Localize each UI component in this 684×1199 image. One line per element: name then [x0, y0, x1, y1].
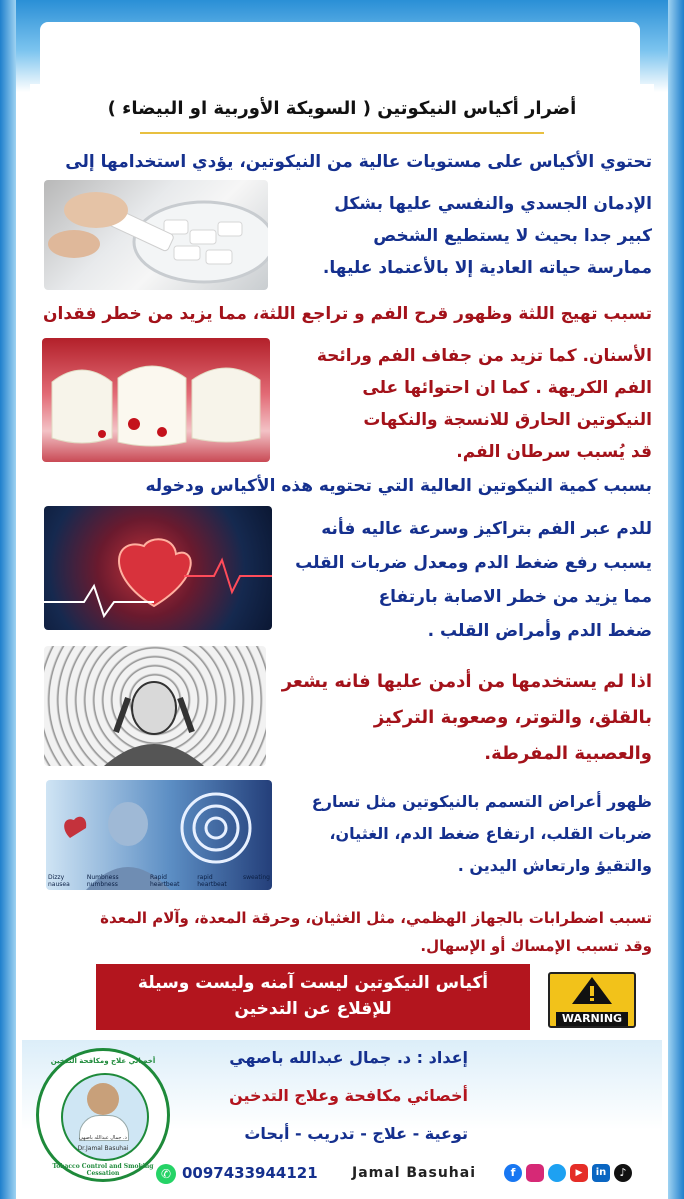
brand-name: Jamal Basuhai	[352, 1165, 476, 1181]
frame-left	[0, 0, 16, 1199]
stressed-person-illustration	[44, 646, 266, 766]
frame-top	[0, 0, 684, 92]
text-line: للدم عبر الفم بتراكيز وسرعة عاليه فأنه	[321, 519, 652, 539]
text-line: ضغط الدم وأمراض القلب .	[427, 621, 652, 641]
text-line: ظهور أعراض التسمم بالنيكوتين مثل تسارع	[311, 792, 652, 811]
section-4-text	[282, 664, 652, 772]
text-line: الإدمان الجسدي والنفسي عليها بشكل	[334, 194, 652, 214]
text-line: الفم الكريهة . كما ان احتوائها على	[362, 378, 652, 398]
pouches-illustration	[44, 180, 268, 290]
text-line: ضربات القلب، ارتفاع ضغط الدم، الغثيان،	[329, 824, 652, 843]
text-line: تسبب اضطرابات بالجهاز الهظمي، مثل الغثيان، وحرقة المعدة، وآلام المعدة	[100, 909, 652, 927]
footer	[22, 1040, 662, 1190]
text-line: وقد تسبب الإمساك أو الإسهال.	[420, 937, 652, 955]
section-1-text	[323, 188, 652, 284]
text-line: قد يُسبب سرطان الفم.	[456, 442, 652, 462]
symptom-label: sweating	[242, 874, 270, 881]
warning-line-2: للإقلاع عن التدخين	[234, 999, 392, 1019]
heart-illustration	[44, 506, 272, 630]
alert-triangle-icon	[550, 974, 634, 1008]
title-underline	[140, 132, 544, 134]
text-line: والتقيؤ وارتعاش اليدين .	[457, 856, 652, 875]
logo-arabic-text: أخصائي علاج ومكافحة التدخين	[50, 1057, 156, 1065]
text-line: النيكوتين الحارق للانسجة والنكهات	[363, 410, 652, 430]
text-line: يسبب رفع ضغط الدم ومعدل ضربات القلب	[295, 553, 652, 573]
text-line: بسبب كمية النيكوتين العالية التي تحتويه هذه الأكياس ودخوله	[145, 476, 652, 496]
nicotine-poisoning-image	[46, 780, 272, 890]
services-list: توعية - علاج - تدريب - أبحاث	[244, 1124, 468, 1143]
logo-name-en: Dr.Jamal Basuhai	[77, 1145, 129, 1152]
section-6-text	[100, 904, 652, 960]
phone-number[interactable]: 0097433944121	[182, 1164, 318, 1182]
warning-line-1: أكياس النيكوتين ليست آمنه وليست وسيلة	[137, 973, 489, 993]
tiktok-icon[interactable]: ♪	[614, 1164, 632, 1182]
nicotine-pouches-image	[44, 180, 268, 290]
text-line: الأسنان. كما تزيد من جفاف الفم ورائحة	[316, 346, 652, 366]
frame-right	[668, 0, 684, 1199]
symptom-label: Numbness numbness	[86, 874, 119, 888]
text-line: تحتوي الأكياس على مستويات عالية من النيكوتين، يؤدي استخدامها إلى	[65, 152, 652, 172]
specialist-logo	[36, 1048, 170, 1182]
text-line: مما يزيد من خطر الاصابة بارتفاع	[378, 587, 652, 607]
text-line: كبير جدا بحيث لا يستطيع الشخص	[373, 226, 652, 246]
symptom-label: Dizzy nausea	[48, 874, 70, 888]
text-line: ممارسة حياته العادية إلا بالأعتماد عليها.	[322, 258, 652, 278]
heart-image	[44, 506, 272, 630]
symptom-labels	[48, 874, 270, 888]
instagram-icon[interactable]	[526, 1164, 544, 1182]
symptom-label: rapid heartbeat	[197, 874, 227, 888]
section-3-text	[295, 512, 652, 648]
logo-name-ar: د. جمال عبدالله باصهي	[79, 1135, 127, 1141]
section-2-first-line	[43, 306, 652, 323]
social-icons	[504, 1164, 664, 1186]
logo-doctor-avatar	[87, 1083, 119, 1115]
symptom-label: Rapid heartbeat	[149, 874, 180, 888]
prepared-by: إعداد : د. جمال عبدالله باصهي	[229, 1048, 468, 1067]
text-line: بالقلق، والتوتر، وصعوبة التركيز	[373, 707, 652, 728]
teeth-illustration	[42, 338, 270, 462]
section-5-text	[312, 786, 652, 882]
specialist-role: أخصائي مكافحة وعلاج التدخين	[229, 1086, 468, 1105]
facebook-icon[interactable]: f	[504, 1164, 522, 1182]
whatsapp-icon[interactable]: ✆	[156, 1164, 176, 1184]
youtube-icon[interactable]: ▶	[570, 1164, 588, 1182]
section-1-first-line	[65, 154, 652, 171]
logo-english-text: Tobacco Control and Smoking Cessation	[52, 1163, 154, 1177]
linkedin-icon[interactable]: in	[592, 1164, 610, 1182]
twitter-icon[interactable]	[548, 1164, 566, 1182]
warning-sign-label: WARNING	[556, 1012, 628, 1026]
section-3-first-line	[145, 478, 652, 495]
warning-banner	[96, 964, 530, 1030]
section-2-text	[317, 340, 652, 468]
text-line: والعصبية المفرطة.	[484, 743, 652, 764]
page-title: أضرار أكياس النيكوتين ( السويكة الأوربية او البيضاء )	[107, 98, 577, 119]
gum-disease-image	[42, 338, 270, 462]
text-line: تسبب تهيج اللثة وظهور قرح الفم و تراجع اللثة، مما يزيد من خطر فقدان	[42, 304, 652, 324]
anxiety-image	[44, 646, 266, 766]
text-line: اذا لم يستخدمها من أدمن عليها فانه يشعر	[281, 671, 652, 692]
warning-sign-icon	[548, 972, 636, 1028]
